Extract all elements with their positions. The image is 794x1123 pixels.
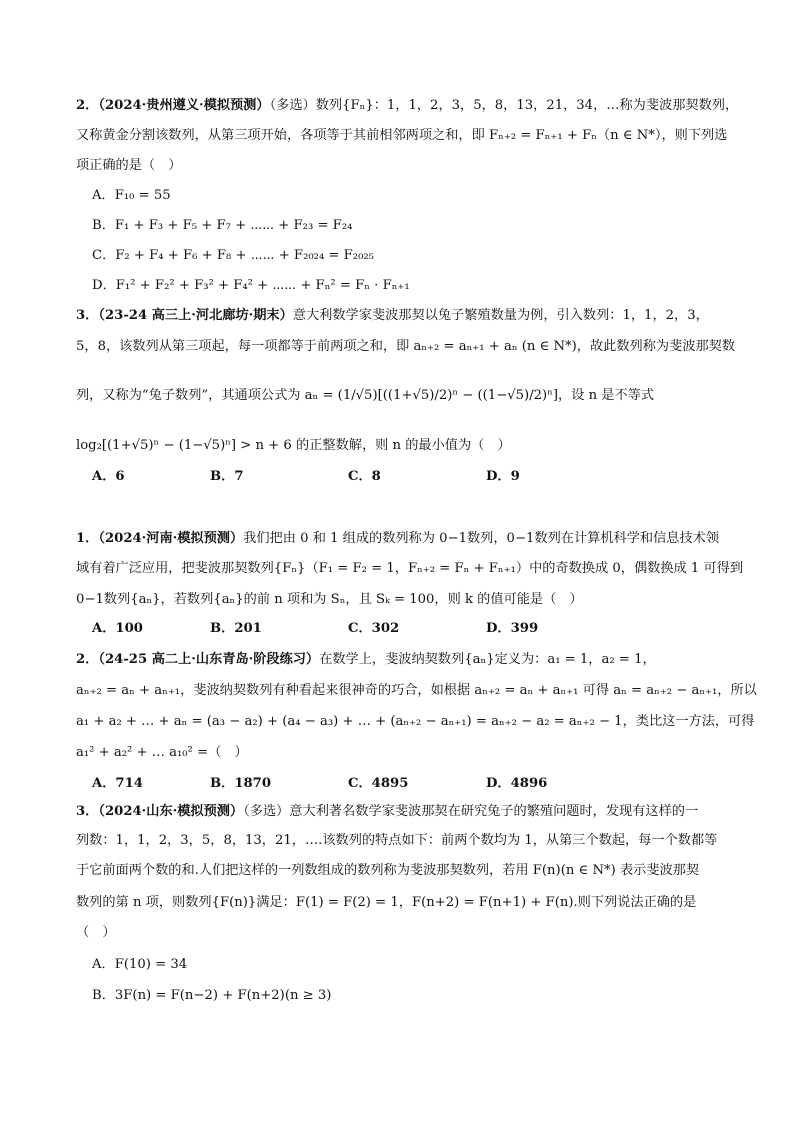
question-b3-line5: （ ） — [76, 925, 116, 940]
question-text: 在数学上，斐波纳契数列{aₙ}定义为：a₁ = 1，a₂ = 1， — [319, 652, 656, 667]
question-b1-line2: 域有着广泛应用，把斐波那契数列{Fₙ}（F₁ = F₂ = 1，Fₙ₊₂ = Fₙ + Fₙ₊₁）中的奇数换成 0，偶数换成 1 可得到 — [76, 561, 744, 576]
question-source: （2024·河南·模拟预测） — [98, 531, 244, 546]
question-a2-line1 — [76, 96, 739, 116]
question-a2-line3: 项正确的是（ ） — [76, 158, 182, 173]
question-text: 意大利数学家斐波那契以兔子繁殖数量为例，引入数列：1，1，2，3， — [292, 308, 709, 323]
question-source: （2024·贵州遵义·模拟预测） — [98, 98, 270, 113]
option-b: B．201 — [210, 621, 262, 636]
question-a2-line2: 又称黄金分割该数列，从第三项开始，各项等于其前相邻两项之和，即 Fₙ₊₂ = Fₙ₊₁ + Fₙ（n ∈ N*），则下列选 — [76, 128, 728, 143]
option-c: C．302 — [348, 621, 400, 636]
option-c: C．4895 — [348, 776, 409, 791]
question-number: 2． — [76, 98, 99, 113]
question-a3-line4: log₂[(1+√5)ⁿ − (1−√5)ⁿ] > n + 6 的正整数解，则 n 的最小值为（ ） — [76, 438, 511, 453]
option-a: A．6 — [92, 469, 125, 484]
question-b3-line3: 于它前面两个数的和.人们把这样的一列数组成的数列称为斐波那契数列，若用 F(n)(n ∈ N*) 表示斐波那契 — [76, 863, 700, 878]
question-b3-line4: 数列的第 n 项，则数列{F(n)}满足：F(1) = F(2) = 1，F(n+2) = F(n+1) + F(n).则下列说法正确的是 — [76, 895, 697, 910]
option-d: D．9 — [486, 469, 520, 484]
question-source: （23-24 高三上·河北廊坊·期末） — [98, 308, 293, 323]
question-b2-line2: aₙ₊₂ = aₙ + aₙ₊₁，斐波纳契数列有种看起来很神奇的巧合，如根据 aₙ₊₂ = aₙ + aₙ₊₁ 可得 aₙ = aₙ₊₂ − aₙ₊₁，所以 — [76, 683, 757, 698]
option-c: C．8 — [348, 469, 381, 484]
question-source: （24-25 高二上·山东青岛·阶段练习） — [98, 652, 320, 667]
question-number: 2． — [76, 652, 99, 667]
option-d: D．399 — [486, 621, 539, 636]
option-b: B．7 — [210, 469, 244, 484]
option-c: C．F₂ + F₄ + F₆ + F₈ + ⋯⋯ + F₂₀₂₄ = F₂₀₂₅ — [92, 248, 374, 263]
option-b: B．1870 — [210, 776, 272, 791]
question-a3-line3: 列，又称为“兔子数列”，其通项公式为 aₙ = (1/√5)[((1+√5)/2)ⁿ − ((1−√5)/2)ⁿ]，设 n 是不等式 — [76, 388, 655, 403]
question-number: 3． — [76, 308, 99, 323]
question-b2-line3: a₁ + a₂ + … + aₙ = (a₃ − a₂) + (a₄ − a₃) + … + (aₙ₊₂ − aₙ₊₁) = aₙ₊₂ − a₂ = aₙ₊₂ − 1，类比这一方法，可得 — [76, 714, 755, 729]
question-text: （多选）意大利著名数学家斐波那契在研究兔子的繁殖问题时，发现有这样的一 — [243, 804, 699, 819]
option-a: A．F(10) = 34 — [92, 957, 188, 972]
option-a: A．714 — [92, 776, 143, 791]
option-a: A．100 — [92, 621, 143, 636]
option-a: A．F₁₀ = 55 — [92, 188, 171, 203]
question-number: 1． — [76, 531, 99, 546]
question-text: 我们把由 0 和 1 组成的数列称为 0−1数列，0−1数列在计算机科学和信息技术领 — [243, 531, 720, 546]
question-text: （多选）数列{Fₙ}：1，1，2，3，5，8，13，21，34，…称为斐波那契数列， — [269, 98, 739, 113]
option-b: B．3F(n) = F(n−2) + F(n+2)(n ≥ 3) — [92, 988, 332, 1003]
question-b1-line1 — [76, 529, 734, 549]
question-b3-line1 — [76, 802, 734, 822]
question-b1-line3: 0−1数列{aₙ}，若数列{aₙ}的前 n 项和为 Sₙ，且 Sₖ = 100，则 k 的值可能是（ ） — [76, 592, 583, 607]
question-a3-line2: 5，8，该数列从第三项起，每一项都等于前两项之和，即 aₙ₊₂ = aₙ₊₁ + aₙ (n ∈ N*)，故此数列称为斐波那契数 — [76, 339, 736, 354]
question-a3-line1 — [76, 306, 734, 326]
option-d: D．4896 — [486, 776, 548, 791]
option-d: D．F₁² + F₂² + F₃² + F₄² + ⋯⋯ + Fₙ² = Fₙ · Fₙ₊₁ — [92, 278, 410, 293]
question-number: 3． — [76, 804, 99, 819]
option-b: B．F₁ + F₃ + F₅ + F₇ + ⋯⋯ + F₂₃ = F₂₄ — [92, 218, 353, 233]
question-source: （2024·山东·模拟预测） — [98, 804, 244, 819]
question-b3-line2: 列数：1，1，2，3，5，8，13，21，….该数列的特点如下：前两个数均为 1，从第三个数起，每一个数都等 — [76, 833, 718, 848]
question-b2-line4: a₁² + a₂² + … a₁₀² =（ ） — [76, 745, 248, 760]
question-b2-line1 — [76, 650, 734, 670]
